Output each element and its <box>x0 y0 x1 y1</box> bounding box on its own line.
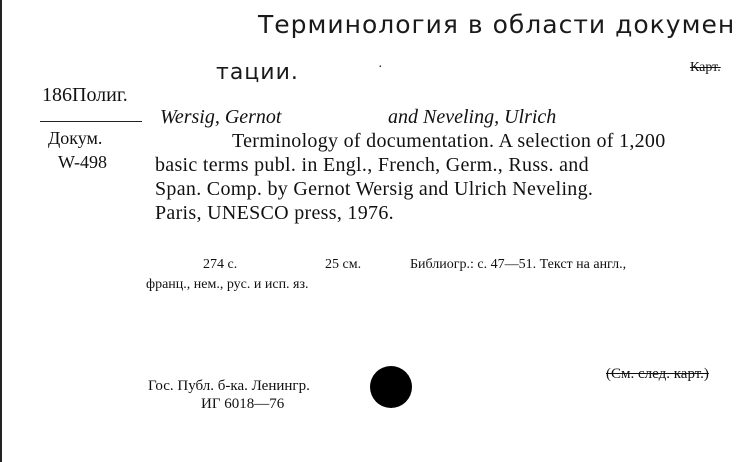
description-line-3: Span. Comp. by Gernot Wersig and Ulrich Neveling. <box>155 178 594 200</box>
call-number: 186Полиг. <box>42 84 128 106</box>
handwritten-title-line-2: тации. <box>216 60 299 85</box>
library-code: ИГ 6018—76 <box>201 396 285 412</box>
card-left-edge <box>0 0 2 462</box>
handwritten-title-line-1: Терминология в области докумен <box>258 10 736 39</box>
stray-dot: · <box>378 60 383 75</box>
description-line-2: basic terms publ. in Engl., French, Germ., Russ. and <box>155 154 589 176</box>
struck-kart-label: Карт. <box>690 60 721 75</box>
see-next-card: (См. след. карт.) <box>606 366 709 382</box>
shelf-mark-line-2: W-498 <box>58 152 107 172</box>
author-primary: Wersig, Gernot <box>160 106 282 128</box>
ink-stamp-blot <box>370 366 412 408</box>
description-line-4: Paris, UNESCO press, 1976. <box>155 202 394 224</box>
collation-notes: Библиогр.: с. 47—51. Текст на англ., <box>410 257 627 272</box>
description-line-1: Terminology of documentation. A selection of 1,200 <box>232 130 666 152</box>
library-name: Гос. Публ. б-ка. Ленингр. <box>148 378 310 394</box>
collation-pages: 274 с. <box>203 257 238 272</box>
shelf-mark-line-1: Докум. <box>48 128 103 148</box>
call-number-divider <box>40 121 142 122</box>
author-secondary: and Neveling, Ulrich <box>388 106 557 128</box>
collation-languages: франц., нем., рус. и исп. яз. <box>146 277 309 292</box>
collation-size: 25 см. <box>325 257 362 272</box>
